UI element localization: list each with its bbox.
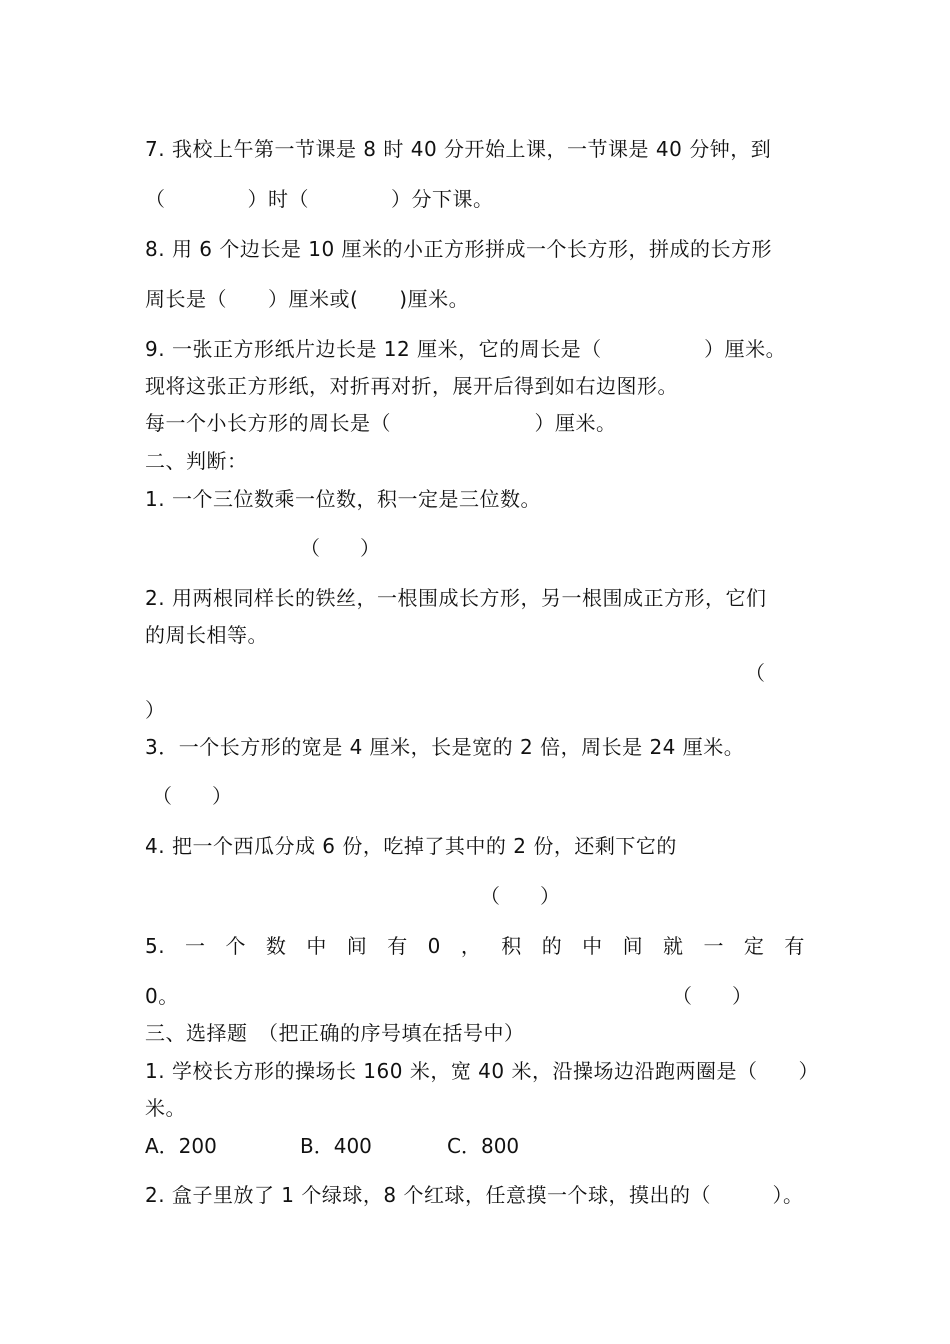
- q9-line1: 9. 一张正方形纸片边长是 12 厘米，它的周长是（ ）厘米。: [145, 337, 787, 361]
- judge-5-word: 中: [582, 934, 603, 958]
- judge-5-word: 有: [387, 934, 408, 958]
- judge-5-word: 就: [663, 934, 684, 958]
- q9-line2: 现将这张正方形纸，对折再对折，展开后得到如右边图形。: [145, 374, 678, 398]
- judge-5-word: 的: [541, 934, 563, 958]
- judge-5-word: 个: [225, 934, 246, 958]
- choice-1-line2: 米。: [145, 1096, 186, 1120]
- choice-1-line1: 1. 学校长方形的操场长 160 米，宽 40 米，沿操场边沿跑两圈是（ ）: [145, 1059, 819, 1083]
- judge-2-paren-open: （: [745, 661, 765, 685]
- choice-1-option-a: A．200: [145, 1134, 217, 1158]
- q8-line2: 周长是（ ）厘米或( )厘米。: [145, 287, 470, 311]
- judge-5-word: 积: [501, 934, 522, 958]
- judge-5-word: ，: [460, 934, 482, 958]
- judge-5-word: 间: [622, 934, 644, 958]
- judge-1-text: 1. 一个三位数乘一位数，积一定是三位数。: [145, 487, 541, 511]
- q7-line1: 7. 我校上午第一节课是 8 时 40 分开始上课，一节课是 40 分钟，到: [145, 137, 772, 161]
- q9-line3: 每一个小长方形的周长是（ ）厘米。: [145, 411, 617, 435]
- judge-5-word: 中: [306, 934, 327, 958]
- judge-5-word: 5.: [145, 934, 166, 958]
- choice-1-option-c: C．800: [447, 1134, 520, 1158]
- choice-2-text: 2. 盒子里放了 1 个绿球，8 个红球，任意摸一个球，摸出的（ ）。: [145, 1183, 804, 1207]
- judge-5-word: 定: [743, 934, 765, 958]
- judge-5-word: 有: [784, 934, 805, 958]
- choice-heading: 三、选择题 （把正确的序号填在括号中）: [145, 1021, 525, 1045]
- judge-5-word: 间: [346, 934, 368, 958]
- judge-5-line1: [145, 933, 805, 959]
- judge-4-text: 4. 把一个西瓜分成 6 份，吃掉了其中的 2 份，还剩下它的: [145, 834, 677, 858]
- judge-3-answer-paren: （ ）: [152, 784, 232, 808]
- judge-heading: 二、判断：: [145, 449, 248, 473]
- judge-5-line2: 0。: [145, 984, 179, 1008]
- judge-2-line2: 的周长相等。: [145, 623, 268, 647]
- judge-5-word: 数: [265, 934, 287, 958]
- judge-5-word: 0: [427, 934, 441, 958]
- judge-2-paren-close: ）: [145, 698, 165, 722]
- judge-3-text: 3．一个长方形的宽是 4 厘米，长是宽的 2 倍，周长是 24 厘米。: [145, 735, 745, 759]
- judge-1-answer-paren: （ ）: [300, 536, 380, 560]
- judge-4-answer-paren: （ ）: [480, 884, 560, 908]
- q7-line2: （ ）时（ ）分下课。: [145, 187, 494, 211]
- judge-5-word: 一: [185, 934, 206, 958]
- judge-5-answer-paren: （ ）: [672, 984, 752, 1008]
- judge-5-word: 一: [703, 934, 724, 958]
- choice-1-option-b: B．400: [300, 1134, 372, 1158]
- judge-2-line1: 2. 用两根同样长的铁丝，一根围成长方形，另一根围成正方形，它们: [145, 586, 767, 610]
- q8-line1: 8. 用 6 个边长是 10 厘米的小正方形拼成一个长方形，拼成的长方形: [145, 237, 773, 261]
